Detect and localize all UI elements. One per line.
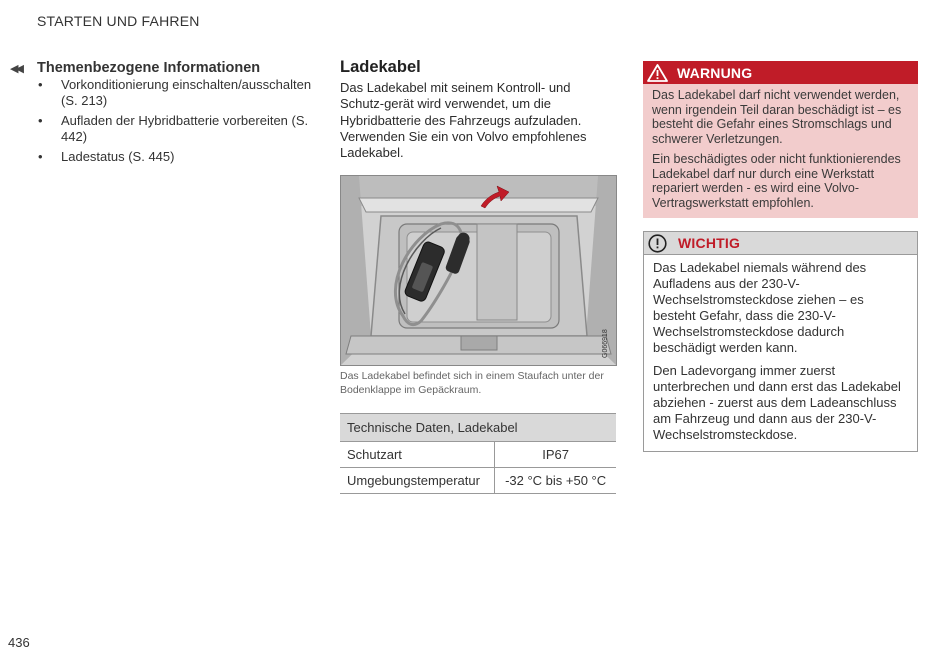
table-row (340, 468, 616, 494)
table-cell-label: Schutzart (340, 442, 495, 468)
related-link[interactable] (8, 149, 318, 165)
table-cell-value: IP67 (495, 442, 616, 468)
section-header: STARTEN UND FAHREN (37, 13, 200, 29)
important-paragraph: Den Ladevorgang immer zuerst unterbrechen und dann erst das Ladekabel abziehen - zuerst aus dem Ladeanschluss am Fahrzeug und dann aus der 230-V-Wechselstromsteckdose. (653, 363, 901, 442)
important-header (644, 232, 917, 255)
table-cell-label: Umgebungstemperatur (340, 468, 495, 494)
related-link[interactable] (8, 77, 318, 109)
related-info-section (8, 60, 318, 169)
figure-caption: Das Ladekabel befindet sich in einem Staufach unter der Bodenklappe im Gepäckraum. (340, 370, 604, 396)
related-info-title: Themenbezogene Informationen (37, 60, 261, 76)
technical-data-table (340, 413, 616, 494)
related-link-text[interactable]: Ladestatus (S. 445) (61, 149, 175, 164)
related-links-list (8, 77, 318, 165)
important-paragraph: Das Ladekabel niemals während des Aufladens aus der 230-V- Wechselstromsteckdose ziehen – es besteht Gefahr, dass die 230-V- Wechselstromsteckdose dadurch beschädigt werden kann. (653, 260, 867, 355)
important-box (643, 231, 918, 452)
figure-code: G066918 (602, 329, 609, 359)
warning-paragraph: Das Ladekabel darf nicht verwendet werden, wenn irgendein Teil daran beschädigt ist – es besteht die Gefahr eines Stromschlags und schwerer Verletzungen. (652, 88, 902, 146)
page-number: 436 (8, 635, 30, 650)
important-body (644, 255, 917, 451)
important-title: WICHTIG (678, 235, 741, 251)
table-row (340, 442, 616, 468)
related-link-text[interactable]: Vorkonditionierung einschalten/ausschalten (S. 213) (61, 77, 312, 108)
warning-box (643, 61, 918, 218)
table-header: Technische Daten, Ladekabel (340, 414, 616, 442)
section-title: Ladekabel (340, 58, 421, 76)
warning-body (643, 84, 918, 218)
rewind-icon[interactable]: ◀◀ (10, 62, 21, 75)
charging-cable-section (340, 58, 617, 494)
warning-triangle-icon (647, 64, 668, 82)
table-cell-value: -32 °C bis +50 °C (495, 468, 616, 494)
section-body: Das Ladekabel mit seinem Kontroll- und Schutz-gerät wird verwendet, um die Hybridbatterie des Fahrzeugs aufzuladen. Verwenden Sie ein von Volvo empfohlenes Ladekabel. (340, 80, 587, 161)
exclamation-circle-icon (648, 234, 667, 253)
warning-header (643, 61, 918, 84)
luggage-compartment-illustration (340, 175, 617, 366)
warning-title: WARNUNG (677, 64, 753, 81)
related-link-text[interactable]: Aufladen der Hybridbatterie vorbereiten (S. 442) (61, 113, 309, 144)
related-link[interactable] (8, 113, 318, 145)
warning-paragraph: Ein beschädigtes oder nicht funktionierendes Ladekabel darf nur durch eine Werkstatt repariert werden - es wird eine Volvo-Vertragswerkstatt empfohlen. (652, 152, 901, 210)
